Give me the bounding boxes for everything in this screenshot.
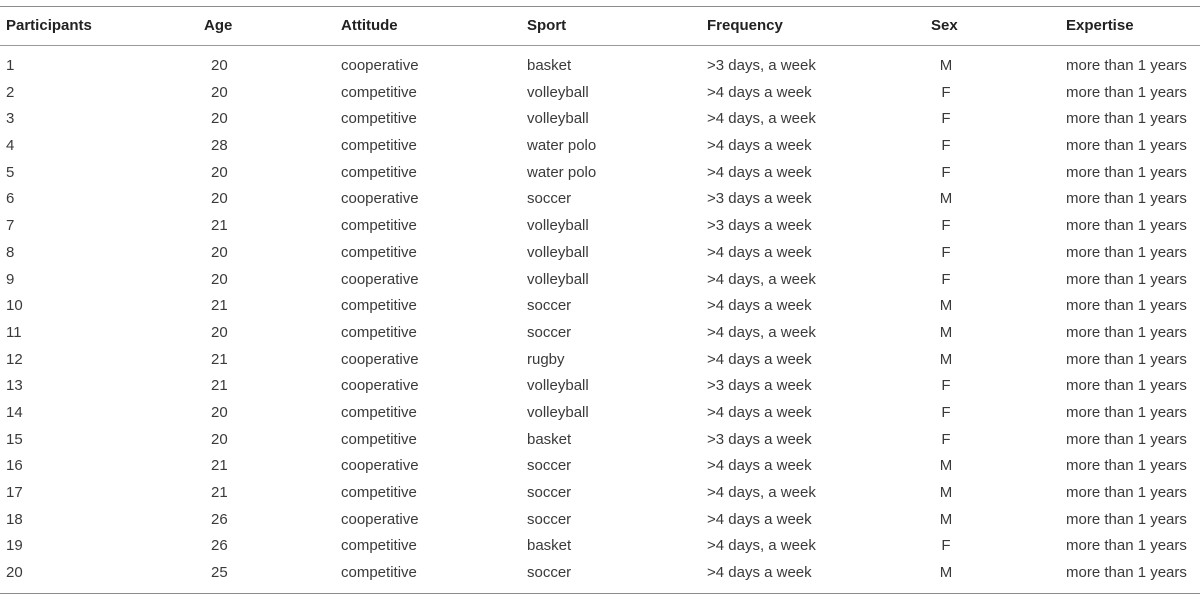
table-row — [0, 533, 1200, 560]
cell-sport: water polo — [527, 163, 597, 181]
cell-expertise: more than 1 years — [1066, 403, 1187, 421]
table-header-rule — [0, 45, 1200, 46]
cell-attitude: cooperative — [341, 377, 419, 395]
cell-participant: 20 — [6, 564, 23, 582]
cell-sex: M — [939, 484, 953, 501]
table-row — [0, 267, 1200, 294]
cell-participant: 9 — [6, 270, 15, 288]
cell-attitude: cooperative — [341, 457, 419, 475]
cell-sex: F — [941, 83, 951, 101]
header-frequency: Frequency — [707, 17, 783, 34]
cell-sex: F — [941, 137, 951, 155]
cell-age: 20 — [211, 190, 228, 208]
cell-sex: F — [941, 243, 951, 261]
cell-sex: M — [939, 350, 953, 368]
cell-participant: 15 — [6, 430, 23, 448]
cell-participant: 2 — [6, 83, 15, 101]
cell-age: 28 — [211, 137, 228, 155]
table-row — [0, 186, 1200, 213]
cell-sport: volleyball — [527, 110, 589, 128]
cell-sport: soccer — [527, 564, 572, 582]
cell-sex: F — [941, 430, 951, 448]
cell-sex: M — [939, 323, 953, 341]
cell-age: 21 — [211, 350, 228, 368]
cell-sex: M — [939, 297, 953, 315]
cell-sport: basket — [527, 57, 572, 74]
cell-attitude: competitive — [341, 297, 417, 315]
cell-expertise: more than 1 years — [1066, 430, 1187, 448]
cell-sex: M — [939, 190, 953, 208]
table-row — [0, 53, 1200, 80]
cell-participant: 19 — [6, 537, 23, 555]
cell-age: 26 — [211, 510, 228, 528]
cell-attitude: competitive — [341, 430, 417, 448]
cell-frequency: >4 days a week — [707, 163, 812, 181]
cell-sport: volleyball — [527, 217, 589, 235]
cell-attitude: competitive — [341, 110, 417, 128]
cell-frequency: >4 days a week — [707, 457, 812, 475]
cell-age: 20 — [211, 163, 228, 181]
table-bottom-rule — [0, 593, 1200, 594]
cell-frequency: >4 days a week — [707, 297, 812, 315]
cell-expertise: more than 1 years — [1066, 57, 1187, 74]
header-sport: Sport — [527, 17, 567, 34]
cell-sport: soccer — [527, 190, 572, 208]
table-row — [0, 213, 1200, 240]
cell-sex: F — [941, 217, 951, 235]
cell-frequency: >4 days a week — [707, 510, 812, 528]
cell-age: 25 — [211, 564, 228, 582]
table-row — [0, 293, 1200, 320]
cell-frequency: >3 days a week — [707, 377, 812, 395]
cell-expertise: more than 1 years — [1066, 217, 1187, 235]
table-row — [0, 507, 1200, 534]
cell-attitude: competitive — [341, 537, 417, 555]
table-row — [0, 347, 1200, 374]
cell-age: 20 — [211, 57, 228, 74]
cell-expertise: more than 1 years — [1066, 137, 1187, 155]
cell-sport: soccer — [527, 457, 572, 475]
cell-participant: 5 — [6, 163, 15, 181]
cell-participant: 13 — [6, 377, 23, 395]
cell-attitude: competitive — [341, 243, 417, 261]
cell-expertise: more than 1 years — [1066, 297, 1187, 315]
table-header-row — [0, 7, 1200, 45]
cell-expertise: more than 1 years — [1066, 484, 1187, 501]
table-row — [0, 373, 1200, 400]
table-row — [0, 106, 1200, 133]
table-row — [0, 240, 1200, 267]
cell-frequency: >4 days a week — [707, 137, 812, 155]
cell-sport: water polo — [527, 137, 597, 155]
cell-frequency: >4 days, a week — [707, 323, 816, 341]
cell-attitude: competitive — [341, 403, 417, 421]
cell-frequency: >3 days a week — [707, 430, 812, 448]
cell-frequency: >3 days, a week — [707, 57, 816, 74]
header-age: Age — [204, 17, 233, 34]
table-row — [0, 480, 1200, 507]
cell-sex: M — [939, 510, 953, 528]
cell-sex: F — [941, 377, 951, 395]
cell-sport: volleyball — [527, 377, 589, 395]
cell-expertise: more than 1 years — [1066, 163, 1187, 181]
cell-participant: 16 — [6, 457, 23, 475]
cell-attitude: competitive — [341, 163, 417, 181]
cell-expertise: more than 1 years — [1066, 564, 1187, 582]
cell-sport: volleyball — [527, 270, 589, 288]
table-row — [0, 453, 1200, 480]
cell-participant: 4 — [6, 137, 15, 155]
table-row — [0, 160, 1200, 187]
cell-age: 20 — [211, 270, 228, 288]
cell-attitude: competitive — [341, 83, 417, 101]
cell-attitude: competitive — [341, 217, 417, 235]
cell-attitude: cooperative — [341, 510, 419, 528]
cell-attitude: competitive — [341, 564, 417, 582]
cell-expertise: more than 1 years — [1066, 110, 1187, 128]
cell-frequency: >4 days, a week — [707, 484, 816, 501]
cell-participant: 8 — [6, 243, 15, 261]
cell-age: 20 — [211, 430, 228, 448]
cell-expertise: more than 1 years — [1066, 190, 1187, 208]
cell-sport: soccer — [527, 484, 572, 501]
cell-participant: 10 — [6, 297, 23, 315]
cell-age: 20 — [211, 243, 228, 261]
header-sex: Sex — [931, 17, 958, 34]
cell-attitude: cooperative — [341, 350, 419, 368]
cell-sex: M — [939, 564, 953, 582]
table-row — [0, 427, 1200, 454]
header-participants: Participants — [6, 17, 92, 34]
cell-participant: 7 — [6, 217, 15, 235]
cell-sex: F — [941, 270, 951, 288]
cell-frequency: >4 days a week — [707, 564, 812, 582]
cell-frequency: >3 days a week — [707, 217, 812, 235]
cell-age: 21 — [211, 297, 228, 315]
table-row — [0, 80, 1200, 107]
cell-age: 26 — [211, 537, 228, 555]
cell-sex: M — [939, 57, 953, 74]
cell-age: 20 — [211, 110, 228, 128]
cell-expertise: more than 1 years — [1066, 350, 1187, 368]
cell-participant: 18 — [6, 510, 23, 528]
cell-participant: 12 — [6, 350, 23, 368]
cell-sport: soccer — [527, 297, 572, 315]
cell-frequency: >4 days a week — [707, 243, 812, 261]
cell-sex: F — [941, 403, 951, 421]
cell-sport: soccer — [527, 323, 572, 341]
cell-sex: F — [941, 537, 951, 555]
cell-sex: F — [941, 163, 951, 181]
cell-attitude: cooperative — [341, 190, 419, 208]
table-row — [0, 133, 1200, 160]
table-row — [0, 320, 1200, 347]
cell-sex: M — [939, 457, 953, 475]
table-row — [0, 400, 1200, 427]
cell-sport: volleyball — [527, 403, 589, 421]
cell-expertise: more than 1 years — [1066, 270, 1187, 288]
cell-frequency: >3 days a week — [707, 190, 812, 208]
cell-expertise: more than 1 years — [1066, 377, 1187, 395]
cell-expertise: more than 1 years — [1066, 243, 1187, 261]
cell-frequency: >4 days a week — [707, 83, 812, 101]
cell-age: 21 — [211, 484, 228, 501]
cell-sport: rugby — [527, 350, 565, 368]
cell-age: 20 — [211, 323, 228, 341]
cell-participant: 17 — [6, 484, 23, 501]
table-row — [0, 560, 1200, 587]
cell-age: 21 — [211, 377, 228, 395]
cell-sex: F — [941, 110, 951, 128]
cell-frequency: >4 days, a week — [707, 110, 816, 128]
cell-attitude: cooperative — [341, 57, 419, 74]
cell-participant: 3 — [6, 110, 15, 128]
cell-frequency: >4 days, a week — [707, 270, 816, 288]
cell-age: 20 — [211, 403, 228, 421]
header-attitude: Attitude — [341, 17, 398, 34]
cell-attitude: competitive — [341, 484, 417, 501]
cell-expertise: more than 1 years — [1066, 537, 1187, 555]
cell-participant: 1 — [6, 57, 15, 74]
cell-age: 20 — [211, 83, 228, 101]
cell-attitude: competitive — [341, 323, 417, 341]
cell-frequency: >4 days a week — [707, 350, 812, 368]
cell-sport: volleyball — [527, 243, 589, 261]
cell-sport: basket — [527, 430, 572, 448]
cell-participant: 11 — [6, 323, 22, 341]
cell-sport: soccer — [527, 510, 572, 528]
cell-expertise: more than 1 years — [1066, 457, 1187, 475]
cell-age: 21 — [211, 457, 228, 475]
cell-expertise: more than 1 years — [1066, 323, 1187, 341]
cell-attitude: competitive — [341, 137, 417, 155]
cell-participant: 14 — [6, 403, 23, 421]
cell-frequency: >4 days a week — [707, 403, 812, 421]
cell-attitude: cooperative — [341, 270, 419, 288]
cell-frequency: >4 days, a week — [707, 537, 816, 555]
cell-participant: 6 — [6, 190, 15, 208]
cell-sport: volleyball — [527, 83, 589, 101]
table-body — [0, 53, 1200, 587]
cell-age: 21 — [211, 217, 228, 235]
cell-expertise: more than 1 years — [1066, 510, 1187, 528]
cell-expertise: more than 1 years — [1066, 83, 1187, 101]
header-expertise: Expertise — [1066, 17, 1134, 34]
cell-sport: basket — [527, 537, 572, 555]
